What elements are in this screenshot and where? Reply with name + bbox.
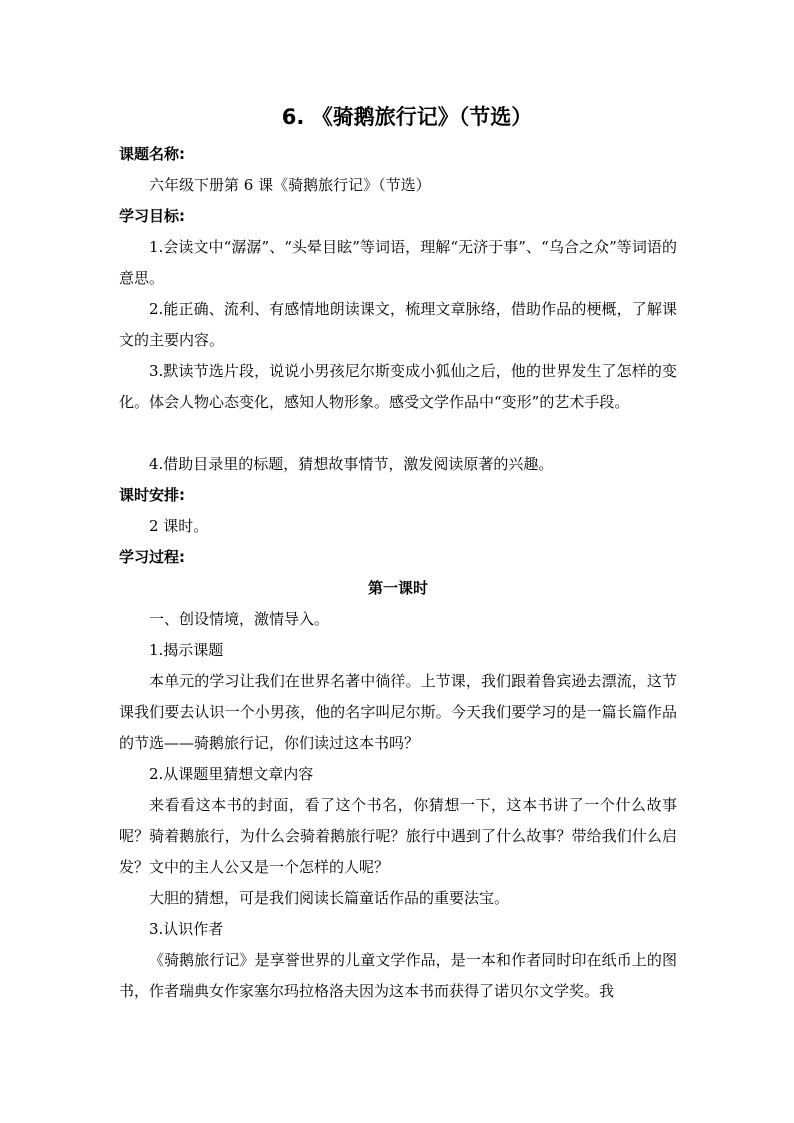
step-heading-3: 3.认识作者 xyxy=(149,920,224,938)
section-heading-1: 一、创设情境，激情导入。 xyxy=(149,610,330,628)
paragraph-4: 《骑鹅旅行记》是享誉世界的儿童文学作品，是一本和作者同时印在纸币上的图书，作者瑞典女作家塞尔玛拉格洛夫因为这本书而获得了诺贝尔文学奖。我 xyxy=(119,951,677,1000)
step-heading-1: 1.揭示课题 xyxy=(149,641,224,659)
schedule-text: 2 课时。 xyxy=(149,517,209,535)
topic-text: 六年级下册第 6 课《骑鹅旅行记》（节选） xyxy=(149,176,431,194)
paragraph-1: 本单元的学习让我们在世界名著中徜徉。上节课，我们跟着鲁宾逊去漂流，这节课我们要去认识一个小男孩，他的名字叫尼尔斯。今天我们要学习的是一篇长篇作品的节选——骑鹅旅行记，你们读过这本书吗？ xyxy=(119,672,677,752)
goal-item-4: 4.借助目录里的标题，猜想故事情节，激发阅读原著的兴趣。 xyxy=(149,455,554,473)
heading-schedule: 课时安排: xyxy=(119,486,185,504)
document-title: 6. 《骑鹅旅行记》（节选） xyxy=(281,105,533,129)
paragraph-3: 大胆的猜想，可是我们阅读长篇童话作品的重要法宝。 xyxy=(149,889,510,907)
goal-item-2: 2.能正确、流利、有感情地朗读课文，梳理文章脉络，借助作品的梗概，了解课文的主要内容。 xyxy=(119,300,677,349)
heading-topic: 课题名称: xyxy=(119,145,185,163)
heading-process: 学习过程: xyxy=(119,548,185,566)
goal-item-3: 3.默读节选片段，说说小男孩尼尔斯变成小狐仙之后，他的世界发生了怎样的变化。体会人物心态变化，感知人物形象。感受文学作品中“变形”的艺术手段。 xyxy=(119,362,677,411)
step-heading-2: 2.从课题里猜想文章内容 xyxy=(149,765,314,783)
paragraph-2: 来看看这本书的封面，看了这个书名，你猜想一下，这本书讲了一个什么故事呢？骑着鹅旅行，为什么会骑着鹅旅行呢？旅行中遇到了什么故事？带给我们什么启发？文中的主人公又是一个怎样的人呢？ xyxy=(119,796,677,876)
lesson-title: 第一课时 xyxy=(367,579,428,597)
goal-item-1: 1.会读文中“潺潺”、“头晕目眩”等词语，理解“无济于事”、“乌合之众”等词语的意思。 xyxy=(119,238,677,287)
heading-goals: 学习目标: xyxy=(119,207,185,225)
